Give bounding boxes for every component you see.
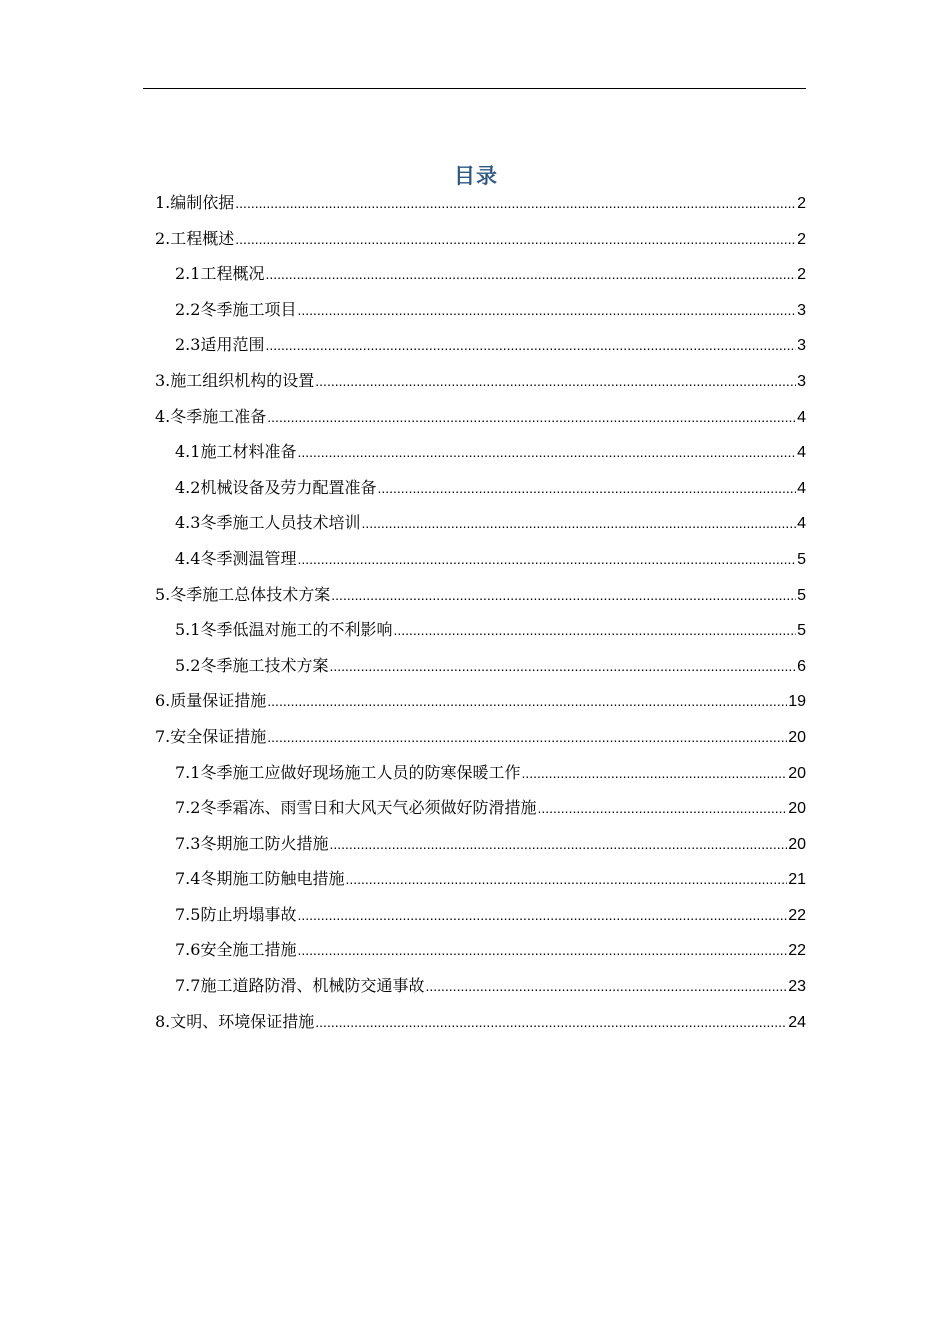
toc-entry[interactable] — [155, 612, 806, 648]
toc-leader-dots — [377, 471, 796, 507]
toc-entry[interactable] — [155, 968, 806, 1004]
toc-entry-text: 8.文明、环境保证措施 — [155, 1011, 315, 1031]
toc-page-number: 5 — [797, 586, 806, 604]
toc-page-number: 2 — [797, 195, 806, 212]
toc-page-number: 4 — [797, 515, 806, 533]
toc-entry[interactable] — [155, 826, 806, 862]
toc-entry[interactable] — [155, 648, 806, 684]
toc-title: 目录 — [454, 164, 498, 188]
toc-entry-text: 5.2冬季施工技术方案 — [175, 655, 329, 675]
toc-page-number: 4 — [797, 479, 806, 497]
toc-entry[interactable] — [155, 399, 806, 435]
toc-entry-text: 5.1冬季低温对施工的不利影响 — [175, 620, 393, 640]
toc-leader-dots — [329, 827, 787, 863]
toc-entry[interactable] — [155, 185, 806, 221]
toc-entry-text: 2.2冬季施工项目 — [175, 299, 297, 319]
toc-entry[interactable] — [155, 719, 806, 755]
toc-entry[interactable] — [155, 861, 806, 897]
toc-entry-text: 7.1冬季施工应做好现场施工人员的防寒保暖工作 — [175, 762, 521, 782]
toc-page-number: 23 — [788, 978, 806, 996]
toc-entry-text: 1.编制依据 — [155, 193, 235, 212]
toc-leader-dots — [521, 756, 787, 792]
toc-leader-dots — [235, 222, 796, 258]
toc-leader-dots — [425, 969, 787, 1005]
toc-leader-dots — [297, 435, 796, 471]
toc-entry[interactable] — [155, 897, 806, 933]
toc-entry[interactable] — [155, 470, 806, 506]
toc-entry[interactable] — [155, 434, 806, 470]
toc-entry[interactable] — [155, 363, 806, 399]
toc-entry-text: 4.2机械设备及劳力配置准备 — [175, 477, 377, 497]
toc-page-number: 20 — [788, 728, 806, 746]
toc-entry-text: 6.质量保证措施 — [155, 691, 267, 711]
toc-page-number: 20 — [788, 800, 806, 818]
toc-page-number: 2 — [797, 230, 806, 248]
toc-leader-dots — [267, 684, 787, 720]
toc-page-number: 20 — [788, 835, 806, 853]
toc-page-number: 22 — [788, 906, 806, 924]
toc-entry[interactable] — [155, 932, 806, 968]
toc-entry-text: 4.冬季施工准备 — [155, 406, 267, 426]
toc-page-number: 5 — [797, 622, 806, 640]
toc-entry-text: 4.4冬季测温管理 — [175, 548, 297, 568]
toc-page-number: 3 — [797, 372, 806, 390]
toc-entry-text: 7.2冬季霜冻、雨雪日和大风天气必须做好防滑措施 — [175, 798, 537, 818]
toc-entry[interactable] — [155, 292, 806, 328]
table-of-contents — [155, 185, 806, 1039]
toc-leader-dots — [315, 364, 796, 400]
toc-leader-dots — [235, 186, 796, 222]
toc-entry-text: 2.工程概述 — [155, 228, 235, 248]
toc-page-number: 5 — [797, 550, 806, 568]
toc-entry-text: 7.4冬期施工防触电措施 — [175, 869, 345, 889]
toc-entry-text: 5.冬季施工总体技术方案 — [155, 584, 331, 604]
toc-page-number: 2 — [797, 266, 806, 284]
toc-entry-text: 3.施工组织机构的设置 — [155, 370, 315, 390]
toc-page-number: 4 — [797, 408, 806, 426]
toc-leader-dots — [315, 1005, 787, 1041]
toc-entry-text: 2.1工程概况 — [175, 264, 265, 284]
toc-entry[interactable] — [155, 327, 806, 363]
toc-page-number: 3 — [797, 301, 806, 319]
toc-entry[interactable] — [155, 256, 806, 292]
toc-leader-dots — [297, 542, 796, 578]
toc-leader-dots — [329, 649, 796, 685]
toc-entry-text: 7.安全保证措施 — [155, 726, 267, 746]
toc-leader-dots — [297, 933, 787, 969]
toc-leader-dots — [393, 613, 796, 649]
toc-leader-dots — [297, 293, 796, 329]
toc-leader-dots — [267, 720, 787, 756]
toc-entry-text: 4.3冬季施工人员技术培训 — [175, 513, 361, 533]
toc-leader-dots — [265, 257, 796, 293]
toc-leader-dots — [537, 791, 787, 827]
toc-leader-dots — [297, 898, 787, 934]
toc-entry[interactable] — [155, 577, 806, 613]
toc-entry[interactable] — [155, 790, 806, 826]
toc-leader-dots — [345, 862, 787, 898]
toc-leader-dots — [267, 400, 796, 436]
header-rule — [143, 88, 806, 89]
toc-page-number: 3 — [797, 337, 806, 355]
toc-entry-text: 7.7施工道路防滑、机械防交通事故 — [175, 976, 425, 996]
toc-page-number: 19 — [788, 693, 806, 711]
toc-entry-text: 7.5防止坍塌事故 — [175, 904, 297, 924]
toc-page-number: 4 — [797, 444, 806, 462]
toc-entry[interactable] — [155, 1004, 806, 1040]
toc-entry[interactable] — [155, 683, 806, 719]
toc-entry-text: 7.6安全施工措施 — [175, 940, 297, 960]
toc-entry-text: 4.1施工材料准备 — [175, 442, 297, 462]
toc-page-number: 21 — [788, 871, 806, 889]
toc-page-number: 22 — [788, 942, 806, 960]
toc-entry-text: 7.3冬期施工防火措施 — [175, 833, 329, 853]
toc-entry-text: 2.3适用范围 — [175, 335, 265, 355]
toc-leader-dots — [361, 506, 796, 542]
toc-entry[interactable] — [155, 755, 806, 791]
toc-leader-dots — [331, 578, 796, 614]
toc-page-number: 24 — [788, 1013, 806, 1031]
toc-page-number: 20 — [788, 764, 806, 782]
toc-entry[interactable] — [155, 505, 806, 541]
toc-entry[interactable] — [155, 221, 806, 257]
toc-page-number: 6 — [797, 657, 806, 675]
toc-entry[interactable] — [155, 541, 806, 577]
toc-leader-dots — [265, 328, 796, 364]
